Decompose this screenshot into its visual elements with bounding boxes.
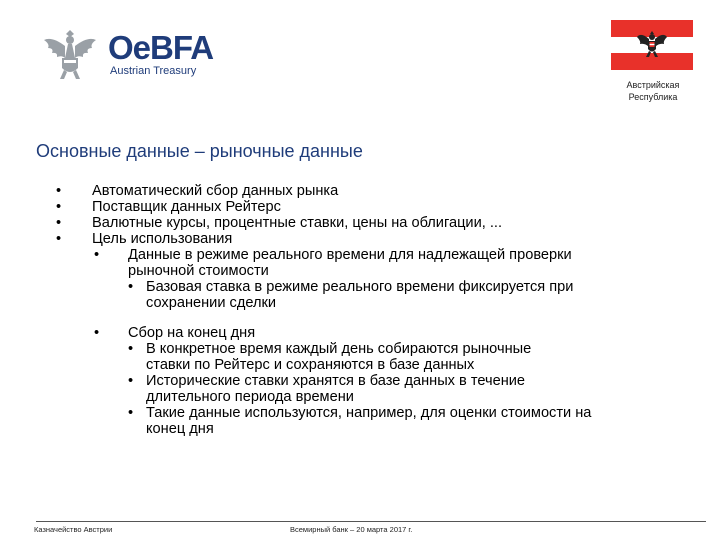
sub-sub-bullet-text: Базовая ставка в режиме реального времени фиксируется при сохранении сделки: [146, 279, 574, 311]
bullet-text: Валютные курсы, процентные ставки, цены на облигации, ...: [92, 215, 503, 231]
sub-bullet-item: • Данные в режиме реального времени для надлежащей проверки рыночной стоимости: [94, 247, 572, 279]
footer-middle-text: Всемирный банк – 20 марта 2017 г.: [290, 525, 413, 534]
country-label: [600, 79, 706, 103]
bullet-text: Поставщик данных Рейтерс: [92, 199, 281, 215]
bullet-text: Автоматический сбор данных рынка: [92, 183, 339, 199]
sub-bullet-text: Данные в режиме реального времени для надлежащей проверки рыночной стоимости: [128, 247, 572, 279]
logo-subtitle: Austrian Treasury: [110, 65, 197, 77]
bullet-item: • Валютные курсы, процентные ставки, цены на облигации, ...: [56, 215, 503, 231]
eagle-icon: [42, 26, 98, 82]
sub-sub-bullet-item: • Такие данные используются, например, для оценки стоимости на конец дня: [128, 405, 592, 437]
country-line-1: Австрийская: [626, 80, 680, 90]
austria-flag-icon: [611, 20, 693, 70]
slide-content: [56, 183, 696, 437]
oebfa-logo: [42, 26, 212, 82]
bullet-item: • Автоматический сбор данных рынка: [56, 183, 339, 199]
bullet-item: • Цель использования: [56, 231, 233, 247]
bullet-item: • Поставщик данных Рейтерс: [56, 199, 281, 215]
sub-bullet-text: Сбор на конец дня: [128, 325, 256, 341]
footer-divider: [36, 521, 706, 522]
bullet-text: Цель использования: [92, 231, 233, 247]
country-line-2: Республика: [628, 92, 678, 102]
footer-left-text: Казначейство Австрии: [34, 525, 113, 534]
slide-title: Основные данные – рыночные данные: [36, 141, 363, 161]
sub-bullet-item: • Сбор на конец дня: [94, 325, 256, 341]
sub-sub-bullet-text: Исторические ставки хранятся в базе данных в течение длительного периода времени: [146, 373, 526, 405]
sub-sub-bullet-text: В конкретное время каждый день собираются рыночные ставки по Рейтерс и сохраняются в базе данных: [146, 341, 532, 373]
sub-sub-bullet-item: • Базовая ставка в режиме реального времени фиксируется при сохранении сделки: [128, 279, 574, 311]
sub-sub-bullet-item: • В конкретное время каждый день собираются рыночные ставки по Рейтерс и сохраняются в базе данных: [128, 341, 532, 373]
logo-name: OeBFA: [108, 29, 214, 66]
sub-sub-bullet-text: Такие данные используются, например, для оценки стоимости на конец дня: [146, 405, 592, 437]
sub-sub-bullet-item: • Исторические ставки хранятся в базе данных в течение длительного периода времени: [128, 373, 526, 405]
